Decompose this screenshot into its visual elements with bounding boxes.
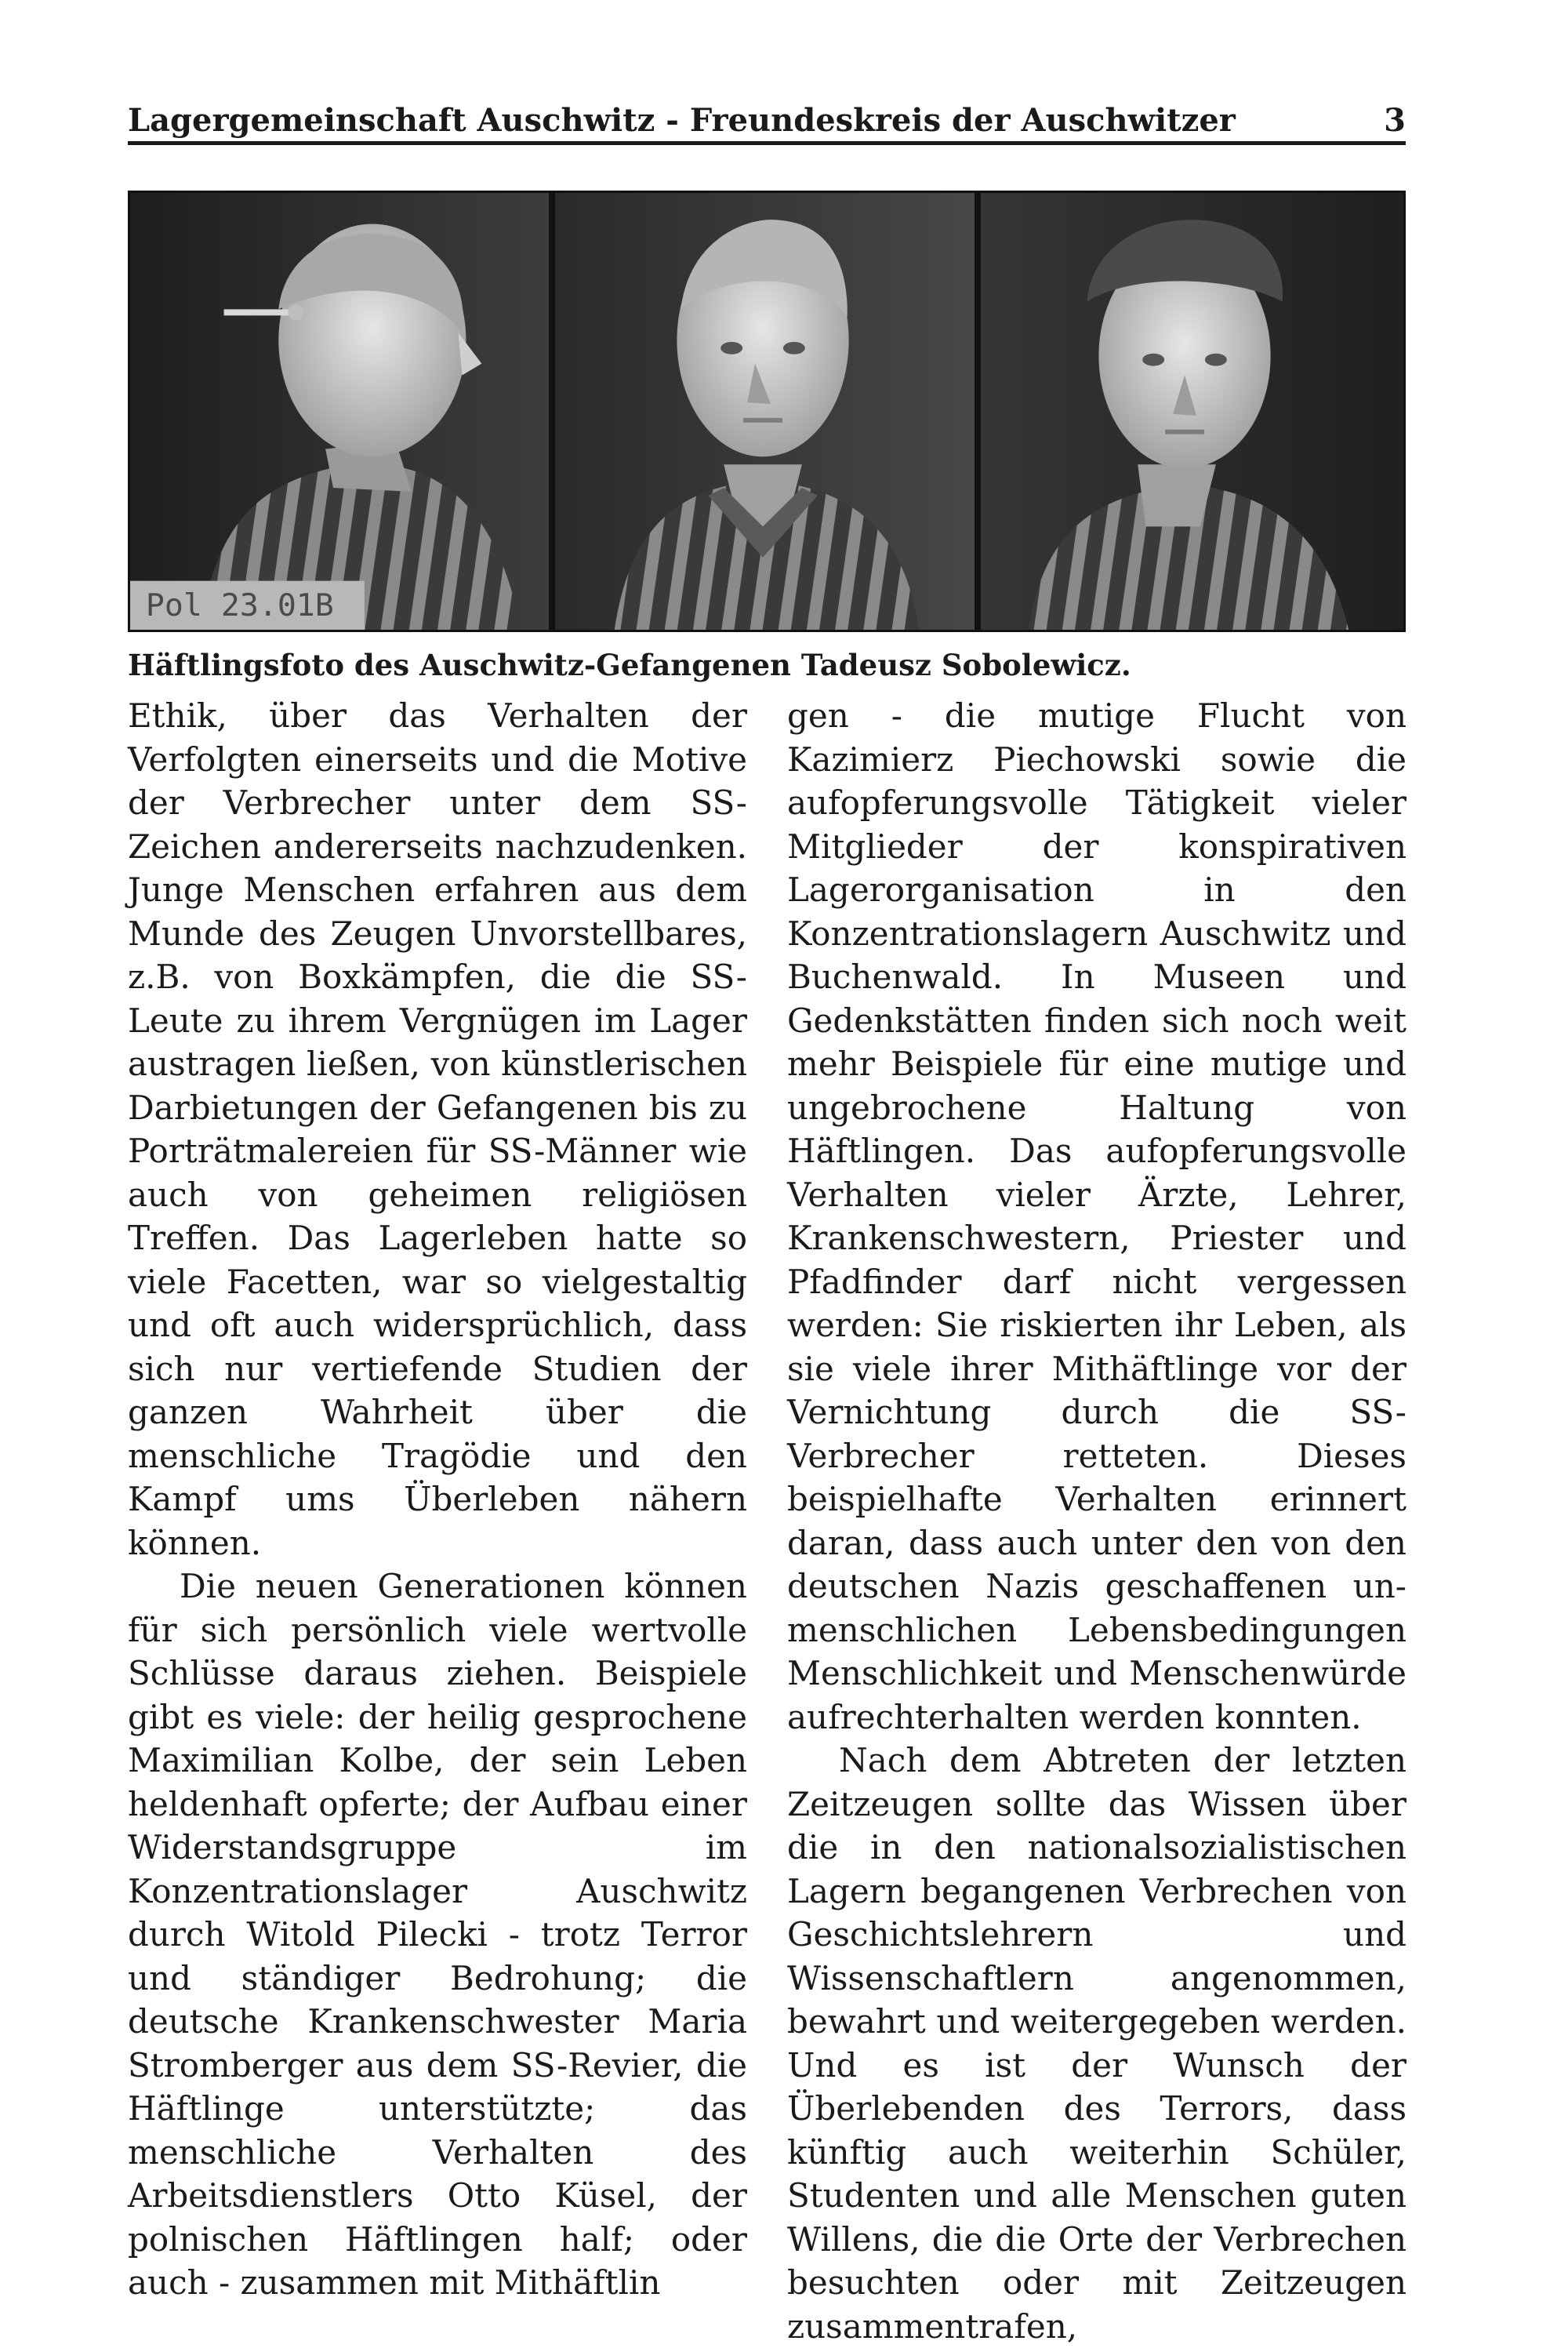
panel-divider <box>549 193 555 630</box>
paragraph: Ethik, über das Verhalten der Verfolgten einerseits und die Motive der Verbrecher unter dem SS-Zeichen andererseits nachzudenken. Junge Menschen erfahren aus dem Munde des Zeugen Unvorstellbares, z.B. von Boxkämpfen, die die SS-Leute zu ihrem Vergnügen im Lager austragen ließen, von künstlerischen Darbietungen der Gefangenen bis zu Porträtmalereien für SS-Männer wie auch von geheimen religiösen Treffen. Das Lagerleben hatte so viele Facetten, war so vielgestaltig und oft auch widersprüchlich, dass sich nur vertiefende Studien der ganzen Wahrheit über die menschliche Tragödie und den Kampf ums Überleben nähern können. <box>128 696 747 1562</box>
header-title: Lagergemeinschaft Auschwitz - Freundeskreis der Auschwitzer <box>128 102 1236 139</box>
page-number: 3 <box>1384 102 1406 139</box>
prisoner-photo <box>128 191 1406 632</box>
text-column-left <box>128 694 747 2305</box>
paragraph: Die neuen Generationen können für sich persönlich viele wertvolle Schlüsse daraus ziehen. Beispiele gibt es viele: der heilig gesprochene Maximilian Kolbe, der sein Leben heldenhaft opferte; der Aufbau einer Widerstandsgruppe im Konzentrationslager Auschwitz durch Witold Pilecki - trotz Terror und ständiger Bedrohung; die deutsche Krankenschwester Maria Stromberger aus dem SS-Revier, die Häftlinge unterstützte; das menschliche Verhalten des Arbeitsdienstlers Otto Küsel, der polnischen Häftlingen half; oder auch - zusammen mit Mithäftlin <box>128 1567 747 2302</box>
text-column-right <box>787 694 1406 2348</box>
photo-illustration <box>130 193 1403 630</box>
paragraph: Nach dem Abtreten der letzten Zeitzeugen sollte das Wissen über die in den nationalsozialistischen Lagern begangenen Verbrechen von Geschichtslehrern und Wissenschaftlern angenommen, bewahrt und weitergegeben werden. Und es ist der Wunsch der Überlebenden des Terrors, dass künftig auch weiterhin Schüler, Studenten und alle Menschen guten Willens, die die Orte der Verbrechen besuchten oder mit Zeitzeugen zusammentrafen, <box>787 1741 1406 2346</box>
running-header <box>128 94 1406 145</box>
photo-placard-text: Pol 23.01B <box>145 587 334 624</box>
panel-divider <box>975 193 981 630</box>
paragraph: gen - die mutige Flucht von Kazimierz Piechowski sowie die aufopferungsvolle Tätigkeit vieler Mitglieder der konspirativen Lagerorganisation in den Konzentrationslagern Auschwitz und Buchenwald. In Museen und Gedenkstätten finden sich noch weit mehr Beispiele für eine mutige und ungebrochene Haltung von Häftlingen. Das aufopferungsvolle Verhalten vieler Ärzte, Lehrer, Krankenschwestern, Priester und Pfadfinder darf nicht vergessen werden: Sie riskierten ihr Leben, als sie viele ihrer Mithäftlinge vor der Vernichtung durch die SS-Verbrecher retteten. Dieses beispielhafte Verhalten erinnert daran, dass auch unter den von den deutschen Nazis geschaffenen unmenschlichen Lebensbedingungen Menschlichkeit und Menschenwürde aufrechterhalten werden konnten. <box>787 696 1406 1736</box>
photo-caption: Häftlingsfoto des Auschwitz-Gefangenen Tadeusz Sobolewicz. <box>128 648 1131 682</box>
